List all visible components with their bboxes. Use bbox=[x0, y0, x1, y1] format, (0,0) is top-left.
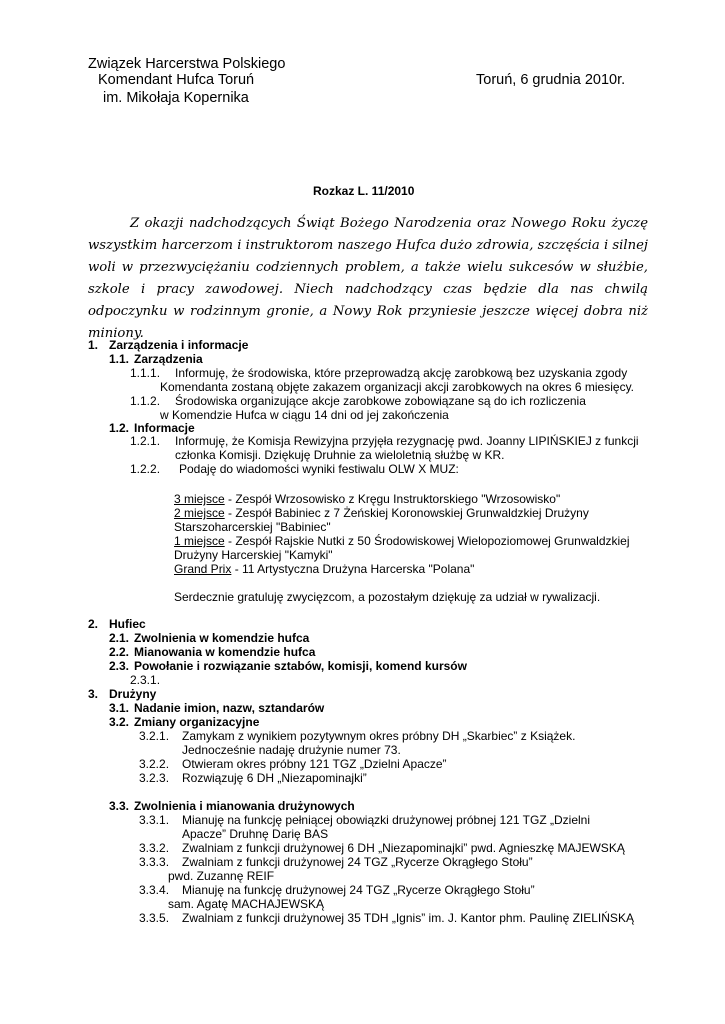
item-2-3-1-number: 2.3.1. bbox=[130, 673, 161, 687]
result-text: - Zespół Wrzosowisko z Kręgu Instruktorskiego "Wrzosowisko" bbox=[224, 492, 561, 506]
result-place-label: 1 miejsce bbox=[174, 534, 225, 548]
item-3-3-4-line1-text: Mianuję na funkcję drużynowej 24 TGZ „Rycerze Okrągłego Stołu” bbox=[182, 883, 535, 897]
result-item bbox=[174, 492, 560, 506]
section-2-2-title: Mianowania w komendzie hufca bbox=[134, 645, 316, 659]
greeting-text: Z okazji nadchodzących Świąt Bożego Narodzenia oraz Nowego Roku życzę wszystkim harcerzom i instruktorom naszego Hufca dużo zdrowia, szczęścia i silnej woli w przezwyciężaniu codziennych problem, a także wielu sukcesów w służbie, szkole i pracy zawodowej. Niech nadchodzący czas będzie dla nas chwilą odpoczynku w rodzinnym gronie, a Nowy Rok przyniesie jeszcze więcej dobra niż miniony. bbox=[88, 216, 648, 341]
item-1-1-1-line2: Komendanta zostaną objęte zakazem organizacji akcji zarobkowych na okres 6 miesięcy. bbox=[160, 380, 635, 394]
item-3-3-4-line2: sam. Agatę MACHAJEWSKĄ bbox=[168, 897, 325, 911]
item-3-2-1-line1-text: Zamykam z wynikiem pozytywnym okres próbny DH „Skarbiec” z Książek. bbox=[182, 729, 576, 743]
item-3-3-3-number: 3.3.3. bbox=[139, 855, 170, 869]
item-1-2-1-line2: członka Komisji. Dziękuję Druhnie za wieloletnią służbę w KR. bbox=[175, 448, 505, 462]
item-1-2-2-text: Podaję do wiadomości wyniki festiwalu OLW X MUZ: bbox=[179, 462, 459, 476]
result-place-label: 2 miejsce bbox=[174, 506, 225, 520]
item-3-3-2-number: 3.3.2. bbox=[139, 841, 170, 855]
item-3-3-3-line1 bbox=[182, 855, 646, 869]
org-commander: Komendant Hufca Toruń bbox=[98, 72, 255, 88]
section-3-2-title: Zmiany organizacyjne bbox=[134, 715, 260, 729]
result-text-line2: Drużyny Harcerskiej "Kamyki" bbox=[174, 548, 333, 562]
result-text: - Zespół Rajskie Nutki z 50 Środowiskowej Wielopoziomowej Grunwaldzkiej bbox=[224, 534, 630, 548]
result-item bbox=[174, 506, 589, 520]
section-1-2-number: 1.2. bbox=[109, 421, 130, 435]
section-2-3-number: 2.3. bbox=[109, 659, 130, 673]
result-place-label: 3 miejsce bbox=[174, 492, 225, 506]
item-3-2-3-text: Rozwiązuję 6 DH „Niezapominajki” bbox=[182, 771, 367, 785]
section-2-3-title: Powołanie i rozwiązanie sztabów, komisji, komend kursów bbox=[134, 659, 467, 673]
item-1-2-1-number: 1.2.1. bbox=[130, 434, 161, 448]
congratulations-text: Serdecznie gratuluję zwycięzcom, a pozostałym dziękuję za udział w rywalizacji. bbox=[174, 590, 601, 604]
item-3-2-1-number: 3.2.1. bbox=[139, 729, 170, 743]
section-3-title: Drużyny bbox=[109, 687, 157, 701]
section-1-1-number: 1.1. bbox=[109, 352, 130, 366]
org-name: Związek Harcerstwa Polskiego bbox=[88, 56, 286, 72]
item-1-1-2-line2: w Komendzie Hufca w ciągu 14 dni od jej zakończenia bbox=[160, 408, 449, 422]
item-1-1-1-number: 1.1.1. bbox=[130, 366, 161, 380]
section-1-2-title: Informacje bbox=[134, 421, 195, 435]
item-1-1-2-number: 1.1.2. bbox=[130, 394, 161, 408]
item-1-2-1-line1: Informuję, że Komisja Rewizyjna przyjęła rezygnację pwd. Joanny LIPIŃSKIEJ z funkcji bbox=[175, 434, 639, 448]
item-3-2-2-text: Otwieram okres próbny 121 TGZ „Dzielni Apacze” bbox=[182, 757, 447, 771]
item-1-1-2-line1-text: Środowiska organizujące akcje zarobkowe zobowiązane są do ich rozliczenia bbox=[175, 394, 586, 408]
section-1-number: 1. bbox=[88, 338, 99, 352]
item-3-3-1-number: 3.3.1. bbox=[139, 813, 170, 827]
item-3-2-2-number: 3.2.2. bbox=[139, 757, 170, 771]
item-3-2-1-line2: Jednocześnie nadaję drużynie numer 73. bbox=[182, 743, 401, 757]
item-3-3-3-line2: pwd. Zuzannę REIF bbox=[168, 869, 275, 883]
section-3-2-number: 3.2. bbox=[109, 715, 130, 729]
section-3-3-number: 3.3. bbox=[109, 799, 130, 813]
result-text: - 11 Artystyczna Drużyna Harcerska "Polana" bbox=[231, 562, 475, 576]
result-item bbox=[174, 562, 474, 576]
item-3-2-1-line1 bbox=[182, 729, 646, 743]
section-3-1-number: 3.1. bbox=[109, 701, 130, 715]
item-3-3-3-line1-text: Zwalniam z funkcji drużynowej 24 TGZ „Rycerze Okrągłego Stołu” bbox=[182, 855, 533, 869]
result-text-line2: Starszoharcerskiej "Babiniec" bbox=[174, 520, 331, 534]
section-2-1-number: 2.1. bbox=[109, 631, 130, 645]
section-1-1-title: Zarządzenia bbox=[134, 352, 203, 366]
section-3-number: 3. bbox=[88, 687, 99, 701]
greeting-paragraph bbox=[88, 213, 648, 345]
item-3-3-5-text: Zwalniam z funkcji drużynowej 35 TDH „Ignis” im. J. Kantor phm. Paulinę ZIELIŃSKĄ bbox=[182, 911, 634, 925]
item-3-2-3-number: 3.2.3. bbox=[139, 771, 170, 785]
item-3-3-5-number: 3.3.5. bbox=[139, 911, 170, 925]
section-1-title: Zarządzenia i informacje bbox=[109, 338, 249, 352]
place-date: Toruń, 6 grudnia 2010r. bbox=[476, 72, 626, 88]
section-2-1-title: Zwolnienia w komendzie hufca bbox=[134, 631, 310, 645]
result-place-label: Grand Prix bbox=[174, 562, 232, 576]
section-2-title: Hufiec bbox=[109, 617, 146, 631]
item-3-3-4-line1 bbox=[182, 883, 646, 897]
item-3-3-1-line2: Apacze” Druhnę Darię BAS bbox=[182, 827, 329, 841]
item-1-2-2-number: 1.2.2. bbox=[130, 462, 161, 476]
section-3-3-title: Zwolnienia i mianowania drużynowych bbox=[134, 799, 355, 813]
result-item bbox=[174, 534, 630, 548]
item-3-3-1-line1: Mianuję na funkcję pełniącej obowiązki drużynowej próbnej 121 TGZ „Dzielni bbox=[182, 813, 590, 827]
item-3-3-2-text: Zwalniam z funkcji drużynowej 6 DH „Niezapominajki” pwd. Agnieszkę MAJEWSKĄ bbox=[182, 841, 625, 855]
section-2-2-number: 2.2. bbox=[109, 645, 130, 659]
item-1-1-2-line1 bbox=[175, 394, 646, 408]
section-3-1-title: Nadanie imion, nazw, sztandarów bbox=[134, 701, 325, 715]
item-3-3-4-number: 3.3.4. bbox=[139, 883, 170, 897]
item-1-1-1-line1: Informuję, że środowiska, które przeprowadzą akcję zarobkową bez uzyskania zgody bbox=[175, 366, 628, 380]
org-patron: im. Mikołaja Kopernika bbox=[103, 90, 249, 106]
order-title: Rozkaz L. 11/2010 bbox=[313, 184, 415, 198]
section-2-number: 2. bbox=[88, 617, 99, 631]
result-text: - Zespół Babiniec z 7 Żeńskiej Koronowskiej Grunwaldzkiej Drużyny bbox=[224, 506, 589, 520]
